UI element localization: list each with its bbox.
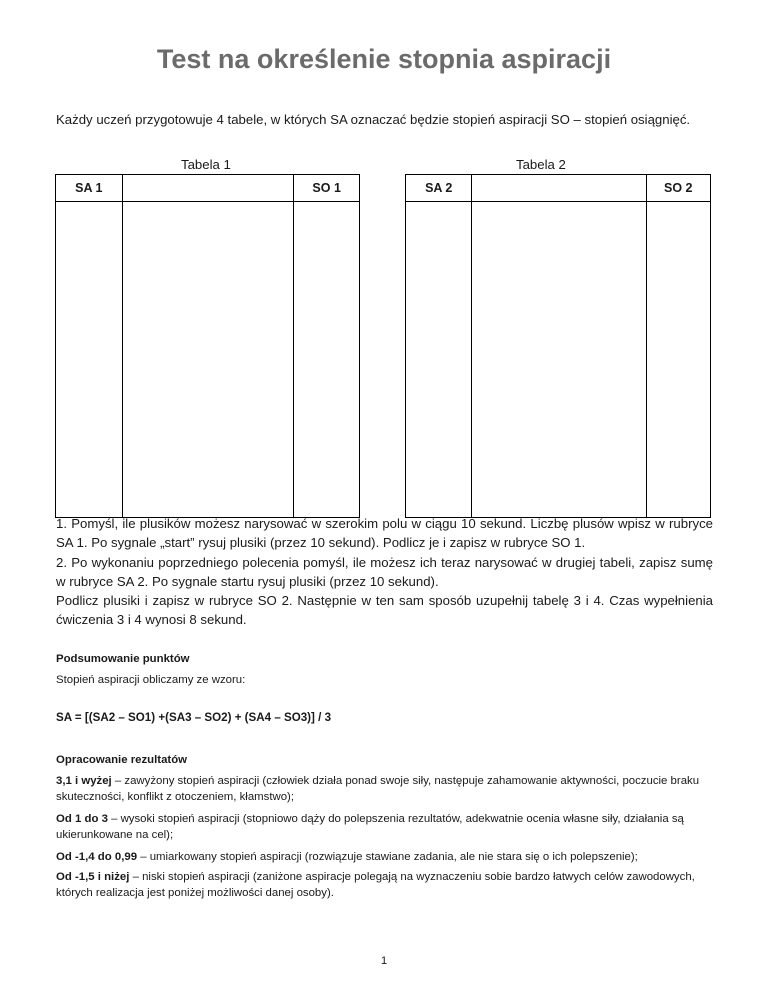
table2-cell-so[interactable] xyxy=(646,202,711,518)
result-item xyxy=(56,869,716,901)
intro-text: Każdy uczeń przygotowuje 4 tabele, w których SA oznaczać będzie stopień aspiracji SO – stopień osiągnięć. xyxy=(56,112,691,127)
summary-text: Stopień aspiracji obliczamy ze wzoru: xyxy=(56,674,246,686)
result-range: Od 1 do 3 xyxy=(56,813,108,825)
table1-cell-drawing-area[interactable] xyxy=(122,202,294,518)
page-number: 1 xyxy=(380,955,388,967)
page-title: Test na określenie stopnia aspiracji xyxy=(156,44,612,74)
table1-header-blank xyxy=(122,175,294,202)
result-item xyxy=(56,849,716,865)
result-item xyxy=(56,811,716,843)
table2-header-blank xyxy=(472,175,646,202)
table2-header-so: SO 2 xyxy=(646,175,711,202)
instructions xyxy=(56,514,713,630)
results-heading: Opracowanie rezultatów xyxy=(56,754,188,766)
instruction-2: 2. Po wykonaniu poprzedniego polecenia pomyśl, ile możesz ich teraz narysować w drugiej tabeli, zapisz sumę w rubryce SA 2. Po sygnale startu rysuj plusiki (przez 10 sekund). xyxy=(56,554,713,589)
table1-cell-so[interactable] xyxy=(294,202,360,518)
table2-cell-drawing-area[interactable] xyxy=(472,202,646,518)
table2-caption: Tabela 2 xyxy=(516,157,566,172)
table-1 xyxy=(55,174,360,518)
result-desc: – niski stopień aspiracji (zaniżone aspiracje polegają na wyznaczeniu sobie bardzo łatwych celów zawodowych, których realizacja jest poniżej możliwości danej osoby). xyxy=(56,871,695,899)
result-desc: – umiarkowany stopień aspiracji (rozwiązuje stawiane zadania, ale nie stara się o ich polepszenie); xyxy=(137,851,638,863)
table1-header-sa: SA 1 xyxy=(56,175,123,202)
result-desc: – wysoki stopień aspiracji (stopniowo dąży do polepszenia rezultatów, adekwatnie ocenia własne siły, działania są ukierunkowane na cel); xyxy=(56,813,684,841)
summary-heading: Podsumowanie punktów xyxy=(56,653,190,665)
table1-caption: Tabela 1 xyxy=(181,157,231,172)
table1-cell-sa[interactable] xyxy=(56,202,123,518)
result-item xyxy=(56,773,716,805)
table2-cell-sa[interactable] xyxy=(406,202,472,518)
result-range: Od -1,4 do 0,99 xyxy=(56,851,138,863)
result-desc: – zawyżony stopień aspiracji (człowiek działa ponad swoje siły, następuje zahamowanie aktywności, poczucie braku skuteczności, konflikt z otoczeniem, kłamstwo); xyxy=(56,775,700,803)
table2-header-sa: SA 2 xyxy=(406,175,472,202)
instruction-3: Podlicz plusiki i zapisz w rubryce SO 2. Następnie w ten sam sposób uzupełnij tabelę 3 i 4. Czas wypełnienia ćwiczenia 3 i 4 wynosi 8 sekund. xyxy=(56,593,713,628)
result-range: 3,1 i wyżej xyxy=(56,775,112,787)
table-2 xyxy=(405,174,711,518)
instruction-1: 1. Pomyśl, ile plusików możesz narysować w szerokim polu w ciągu 10 sekund. Liczbę plusów wpisz w rubryce SA 1. Po sygnale „start” rysuj plusiki (przez 10 sekund). Podlicz je i zapisz w rubryce SO 1. xyxy=(56,516,713,551)
result-range: Od -1,5 i niżej xyxy=(56,871,130,883)
table1-header-so: SO 1 xyxy=(294,175,360,202)
formula: SA = [(SA2 – SO1) +(SA3 – SO2) + (SA4 – SO3)] / 3 xyxy=(56,711,332,724)
